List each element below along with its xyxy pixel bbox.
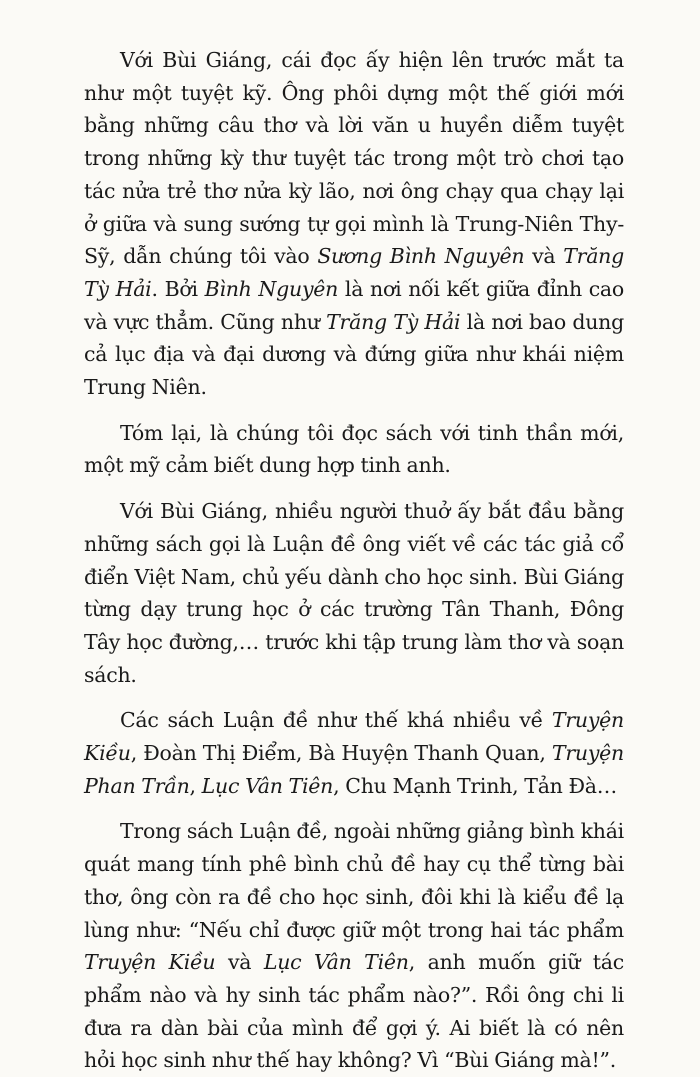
text-run: và [215, 950, 264, 975]
paragraph-4 [84, 704, 624, 802]
text-run: Với Bùi Giáng, nhiều người thuở ấy bắt đầu bằng những sách gọi là Luận đề ông viết về các tác giả cổ điển Việt Nam, chủ yếu dành cho học sinh. Bùi Giáng từng dạy trung học ở các trường Tân Thanh, Đông Tây học đường,… trước khi tập trung làm thơ và soạn sách. [84, 499, 624, 687]
italic-title: Trăng Tỳ Hải [84, 244, 624, 301]
text-run: và [524, 244, 564, 269]
text-run: , Đoàn Thị Điểm, Bà Huyện Thanh Quan, [130, 741, 552, 766]
paragraph-3 [84, 495, 624, 691]
text-run: là nơi nối kết giữa đỉnh cao và vực thẳm. Cũng như [84, 276, 624, 334]
italic-title: Truyện Kiều [84, 708, 624, 766]
text-run: là nơi bao dung cả lục địa và đại dương và đứng giữa như khái niệm Trung Niên. [84, 309, 625, 400]
paragraph-1 [84, 44, 624, 404]
paragraph-2 [84, 417, 624, 482]
italic-title: Sương Bình Nguyên [317, 244, 525, 269]
paragraph-5 [84, 815, 624, 1077]
italic-title: Trăng Tỳ Hải [326, 309, 461, 334]
italic-title: Bình Nguyên [204, 276, 339, 301]
italic-title: Lục Vân Tiên [263, 950, 409, 975]
italic-title: Truyện Phan Trần [84, 741, 624, 798]
italic-title: Lục Vân Tiên [201, 773, 334, 798]
text-run: Với Bùi Giáng, cái đọc ấy hiện lên trước mắt ta như một tuyệt kỹ. Ông phôi dựng một thế giới mới bằng những câu thơ và lời văn u huyền diễm tuyệt trong những kỳ thư tuyệt tác trong một trò chơi tạo tác nửa trẻ thơ nửa kỳ lão, nơi ông chạy qua chạy lại ở giữa và sung sướng tự gọi mình là Trung-Niên Thy-Sỹ, dẫn chúng tôi vào [84, 48, 624, 269]
text-run: Trong sách Luận đề, ngoài những giảng bình khái quát mang tính phê bình chủ đề hay cụ thể từng bài thơ, ông còn ra đề cho học sinh, đôi khi là kiểu đề lạ lùng như: “Nếu chỉ được giữ một trong hai tác phẩm [84, 819, 624, 942]
text-run: Các sách Luận đề như thế khá nhiều về [120, 708, 552, 733]
text-run: , Chu Mạnh Trinh, Tản Đà… [333, 773, 618, 798]
text-run: , [189, 773, 202, 798]
italic-title: Truyện Kiều [84, 950, 216, 975]
text-run: . Bởi [151, 276, 205, 301]
text-run: Tóm lại, là chúng tôi đọc sách với tinh thần mới, một mỹ cảm biết dung hợp tinh anh. [84, 420, 624, 478]
text-run: , anh muốn giữ tác phẩm nào và hy sinh tác phẩm nào?”. Rồi ông chi li đưa ra dàn bài của mình để gợi ý. Ai biết là có nên hỏi học sinh như thế hay không? Vì “Bùi Giáng mà!”. [84, 950, 624, 1073]
